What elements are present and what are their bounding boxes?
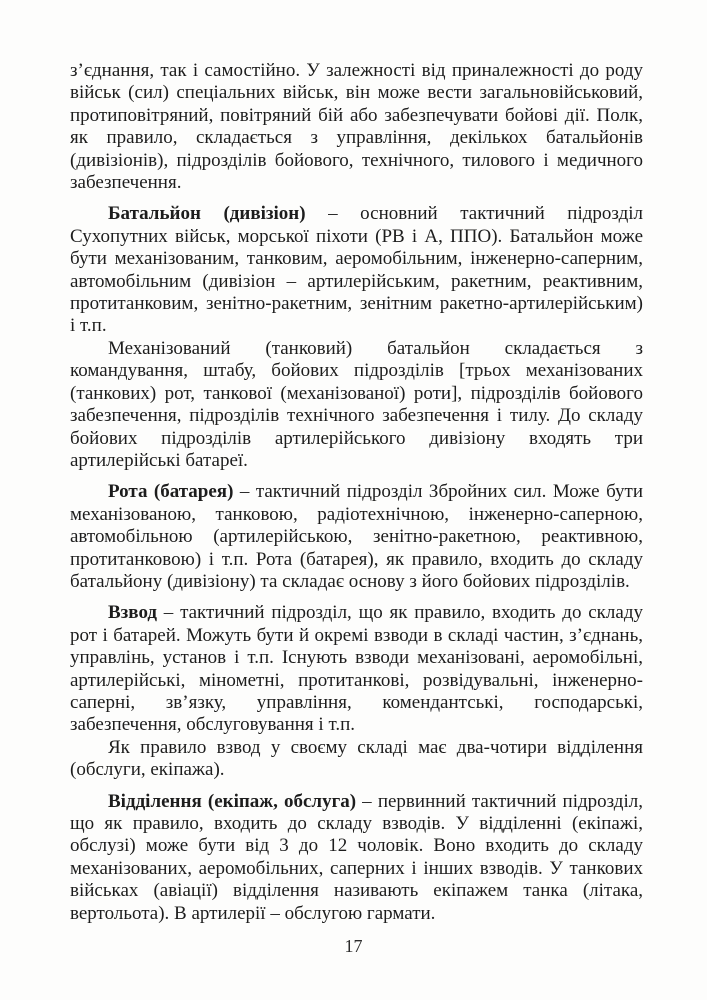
- paragraph-mechanized-battalion: [70, 338, 643, 472]
- paragraph-platoon: [70, 602, 643, 736]
- paragraph-lead-bold: Відділення (екіпаж, обслуга): [108, 790, 357, 812]
- paragraph-platoon-composition: [70, 737, 643, 782]
- paragraph-body: Як правило взвод у своєму складі має два-чотири відділення (обслуги, екіпажа).: [70, 736, 643, 781]
- paragraph-lead-bold: Взвод: [108, 602, 158, 624]
- paragraph-lead-bold: Батальйон (дивізіон): [108, 203, 306, 225]
- paragraph-body: Механізований (танковий) батальйон складається з командування, штабу, бойових підрозділів [трьох механізованих (танкових) рот, танкової (механізованої) роти], підрозділів бойового забезпечення, підрозділів технічного забезпечення і тилу. До складу бойових підрозділів артилерійського дивізіону входять три артилерійські батареї.: [70, 337, 643, 471]
- paragraph-squad: [70, 791, 643, 925]
- text-block: [70, 60, 643, 925]
- paragraph-body: – тактичний підрозділ, що як правило, входить до складу рот і батарей. Можуть бути й окремі взводи в складі частин, з’єднань, управлінь, установ і т.п. Існують взводи механізовані, аеромобільні, артилерійські, мінометні, протитанкові, розвідувальні, інженерно-саперні, зв’язку, управління, комендантські, господарські, забезпечення, обслуговування і т.п.: [70, 602, 643, 736]
- paragraph-body: – основний тактичний підрозділ Сухопутних військ, морської піхоти (РВ і А, ППО). Батальйон може бути механізованим, танковим, аеромобільним, інженерно-саперним, автомобільним (дивізіон – артилерійським, ракетним, реактивним, протитанковим, зенітно-ракетним, зенітним ракетно-артилерійським) і т.п.: [70, 203, 643, 337]
- paragraph-polk-continuation: [70, 60, 643, 194]
- paragraph-company: [70, 481, 643, 593]
- paragraph-body: з’єднання, так і самостійно. У залежності від приналежності до роду військ (сил) спеціальних військ, він може вести загальновійськовий, протиповітряний, повітряний бій або забезпечувати бойові дії. Полк, як правило, складається з управління, декількох батальйонів (дивізіонів), підрозділів бойового, технічного, тилового і медичного забезпечення.: [70, 60, 643, 194]
- page-number: 17: [344, 936, 363, 956]
- paragraph-body: – тактичний підрозділ Збройних сил. Може бути механізованою, танковою, радіотехнічною, інженерно-саперною, автомобільною (артилерійською, зенітно-ракетною, реактивною, протитанковою) і т.п. Рота (батарея), як правило, входить до складу батальйону (дивізіону) та складає основу з його бойових підрозділів.: [70, 481, 643, 592]
- paragraph-body: – первинний тактичний підрозділ, що як правило, входить до складу взводів. У відділенні (екіпажі, обслузі) може бути від 3 до 12 чоловік. Воно входить до складу механізованих, аеромобільних, саперних і інших взводів. У танкових військах (авіації) відділення називають екіпажем танка (літака, вертольота). В артилерії – обслугою гармати.: [70, 790, 643, 924]
- paragraph-lead-bold: Рота (батарея): [108, 481, 234, 503]
- paragraph-battalion: [70, 203, 643, 337]
